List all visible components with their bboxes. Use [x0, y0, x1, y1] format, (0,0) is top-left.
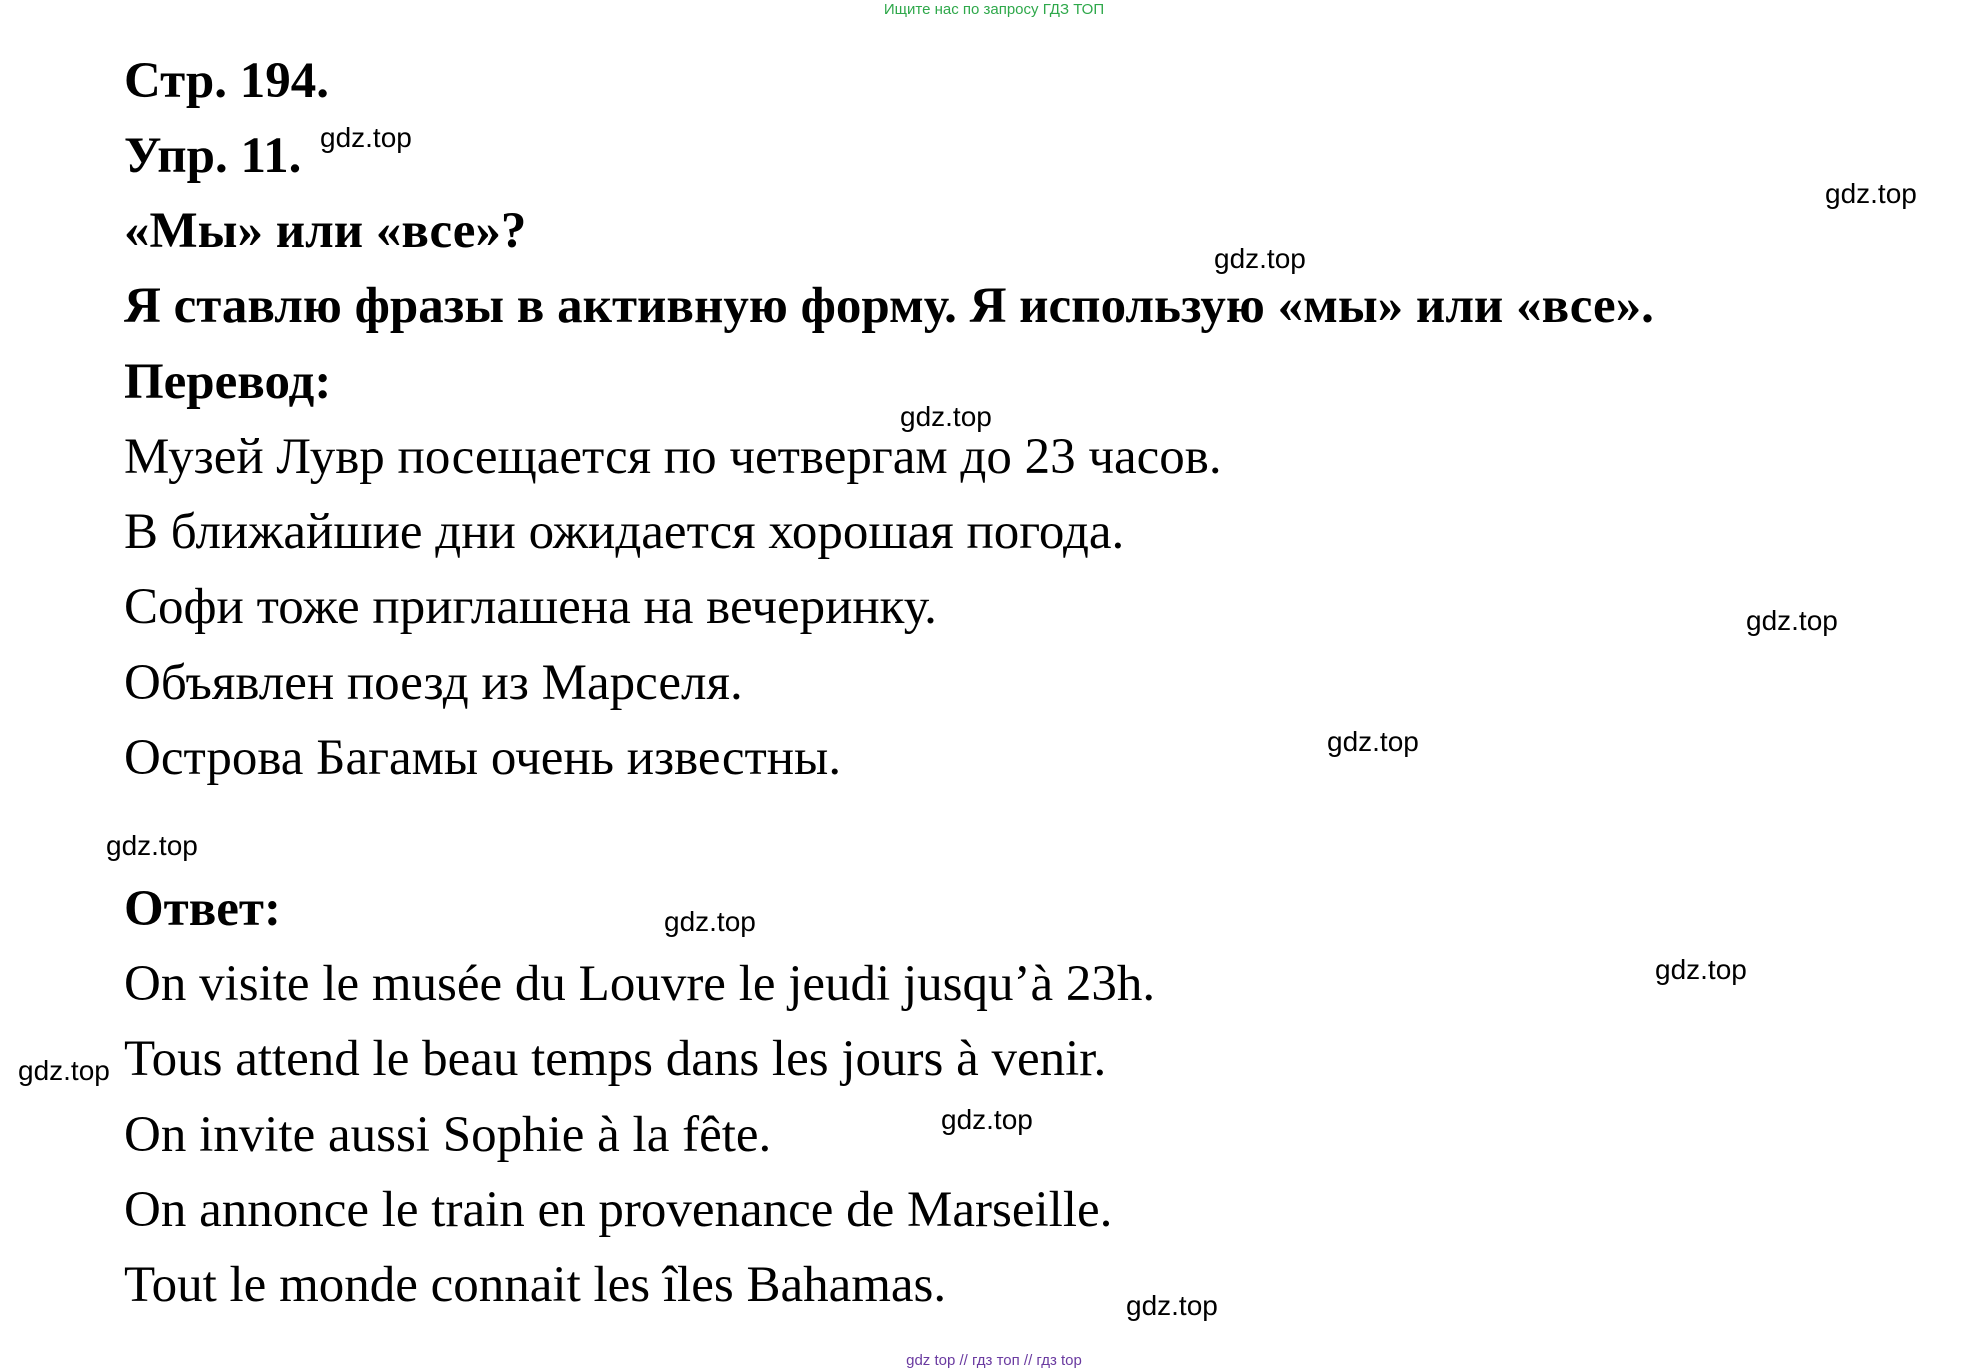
answer-line: On annonce le train en provenance de Marseille. [124, 1182, 1113, 1238]
watermark: gdz.top [320, 122, 412, 153]
answer-heading: Ответ: [124, 881, 281, 937]
translation-line: Софи тоже приглашена на вечеринку. [124, 579, 937, 635]
watermark: gdz.top [1214, 243, 1306, 274]
translation-line: Острова Багамы очень известны. [124, 730, 842, 786]
instruction: Я ставлю фразы в активную форму. Я использую «мы» или «все». [124, 278, 1654, 334]
watermark: gdz.top [941, 1104, 1033, 1135]
watermark: gdz.top [1327, 726, 1419, 757]
question-title: «Мы» или «все»? [124, 203, 527, 259]
exercise-number: Упр. 11. [124, 128, 302, 184]
top-banner: Ищите нас по запросу ГДЗ ТОП [883, 1, 1105, 18]
translation-line: В ближайшие дни ожидается хорошая погода. [124, 504, 1125, 560]
answer-line: On visite le musée du Louvre le jeudi jusqu’à 23h. [124, 956, 1156, 1012]
answer-line: On invite aussi Sophie à la fête. [124, 1107, 772, 1163]
page-number: Стр. 194. [124, 53, 329, 109]
watermark: gdz.top [18, 1055, 110, 1086]
translation-heading: Перевод: [124, 354, 332, 410]
watermark: gdz.top [1655, 954, 1747, 985]
answer-line: Tout le monde connait les îles Bahamas. [124, 1257, 947, 1313]
answer-line: Tous attend le beau temps dans les jours à venir. [124, 1031, 1107, 1087]
footer-links: gdz top // гдз топ // гдз top [906, 1352, 1082, 1369]
watermark: gdz.top [1746, 605, 1838, 636]
watermark: gdz.top [1126, 1290, 1218, 1321]
watermark: gdz.top [1825, 178, 1917, 209]
watermark: gdz.top [106, 830, 198, 861]
watermark: gdz.top [664, 906, 756, 937]
translation-line: Музей Лувр посещается по четвергам до 23 часов. [124, 429, 1222, 485]
translation-line: Объявлен поезд из Марселя. [124, 655, 743, 711]
watermark: gdz.top [900, 401, 992, 432]
